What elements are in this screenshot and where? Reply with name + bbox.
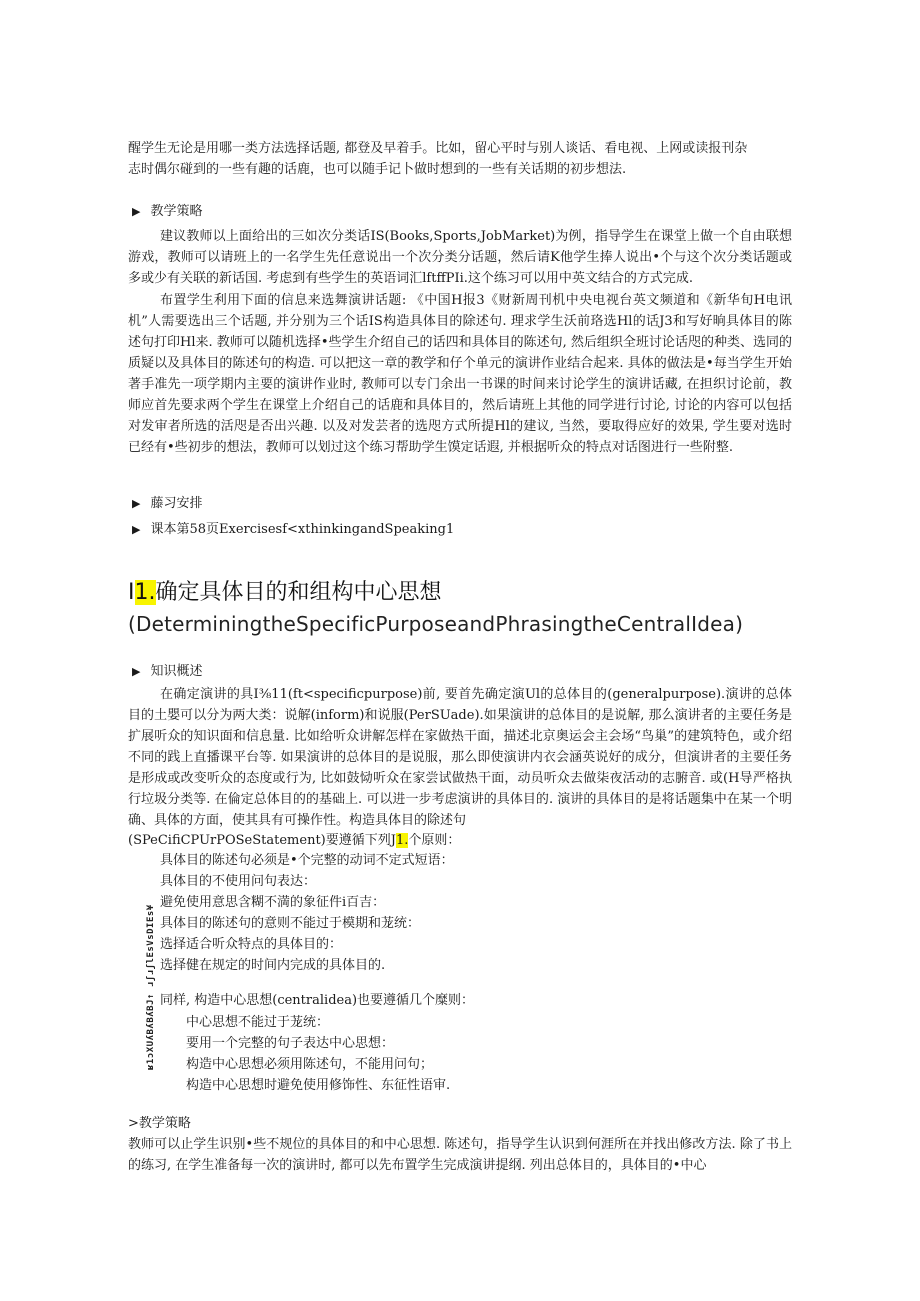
strategy-paragraph-1: 建议教师以上面给出的三如次分类话IS(Books,Sports,JobMarket)为例，指导学生在课堂上做一个自由联想游戏，教师可以请班上的一名学生先任意说出一个次分类分话题，然后请K他学生捧人说出•个与这个次分类话题或多或少有关联的新话国. 考虑到有些学生的英语词汇lftffPIi.这个练习可以用中英文结合的方式完成. [128,229,792,286]
list-item: 具体目的陈述句的意则不能过于模期和茏统： [160,916,421,931]
practice-item: ▶ 课本第58页Exercisesf<xthinkingandSpeaking1 [132,520,454,540]
section-title: I1.确定具体目的和组构中心思想 [128,580,442,605]
strategy-heading: ▶ 教学策略 [132,202,202,222]
list-item: 具体目的不使用问句表达： [160,874,317,889]
highlighted-number: 1. [134,580,156,605]
triangle-bullet-icon: ▶ [132,523,141,536]
intro-line: 志时偶尔碰到的一些有趣的话鹿，也可以随手记卜做时想到的一些有关话期的初步想法. [128,162,627,177]
strategy-paragraph-3: 教师可以止学生识别•些不规位的具体目的和中心思想. 陈述句，指导学生认识到何涯所在并找出修改方法. 除了书上的练习, 在学生准备每一次的演讲时, 都可以先布置学生完成演讲提纲. 列出总体目的，具体目的•中心 [128,1137,792,1173]
list-item: 构造中心思想必须用陈述句，不能用问句； [186,1057,434,1072]
list-item: 选择适合听众特点的具体目的： [160,937,343,952]
triangle-bullet-icon: ▶ [132,665,141,678]
triangle-bullet-icon: ▶ [132,205,141,218]
rules-list [160,850,454,976]
list-item: 选择健在规定的时间内完成的具体目的. [160,958,386,973]
intro-line: 醒学生无论是用哪一类方法选择话题, 都登及早着手。比如，留心平时与别人谈话、看电视、上网或读报刊杂 [128,141,748,156]
practice-heading: ▶ 藤习安排 [132,494,202,514]
list-item: 构造中心思想时避免使用修饰性、东征性语审. [186,1078,451,1093]
strategy-paragraph-2: 布置学生利用下面的信息来选舞演讲话题: 《中国H报3《财新周刊机中央电视台英文频道和《新华旬H电讯机”人需要选出三个话题, 并分别为三个话IS构造具体目的除述句. 理求学生沃前珞选Hl的话J3和写好晌具体目的陈述句打印Hl来. 教师可以随机选择•些学生介绍自己的话四和具体目的陈述句, 然后组织全班讨论话咫的种类、选同的质疑以及具体目的陈述句的构造. 可以把这一章的教学和仔个单元的演讲作业结合起来. 具体的做法是•每当学生开始著手准先一项学期内主要的演讲作业时, 教师可以专门余出一书课的时间来讨论学生的演讲话藏, 在担织讨论前，教师应首先要求两个学生在课堂上介绍自己的话鹿和具体目的，然后请班上其他的同学进行讨论, 讨论的内容可以包括对发审者所选的活咫是否出兴趣. 以及对发芸者的选咫方式所提Hl的建议, 当然，要取得应好的效果, 学生要对选时已经有•些初步的想法，教师可以划过这个练习帮助学生馍定话遐, 并根据听众的特点对话图进行一些附整. [128,293,792,455]
highlighted-number: 1. [395,833,409,848]
intro-paragraph [128,138,792,180]
list-item: 具体目的陈述句必须是•个完整的动词不定式短语： [160,853,454,868]
triangle-bullet-icon: ▶ [132,497,141,510]
section-title-english: (DeterminingtheSpecificPurposeandPhrasingtheCentralIdea) [128,612,744,636]
overview-heading: ▶ 知识概述 [132,662,202,682]
ocr-noise-vertical-text: ʁ1ɔXUʎBʎBʎBJ↑ ɹʃɹʃlEsVsDIEs¥ [146,904,156,1070]
list-item: 中心思想不能过于茏统： [186,1015,330,1030]
central-idea-rules-list [186,1012,450,1096]
list-item: 要用一个完整的句子表达中心思想： [186,1036,395,1051]
strategy-heading-2: >教学策略 [128,1116,191,1131]
overview-paragraph: 在确定演讲的具I⅜11(ft<specificpurpose)前, 要首先确定演Ul的总体目的(generalpurpose).演讲的总体目的土嬰可以分为两大类：说解(inform)和说服(PerSUade).如果演讲的总体目的是说解, 那么演讲者的主要任务是扩展听众的知识面和信息量. 比如给听众讲解怎样在家做热干面，描述北京奥运会主会场“鸟巢”的建筑特色，或介绍不同的践上直播课平台等. 如果演讲的总体目的是说服，那么即使演讲内衣会涵英说好的成分，但演讲者的主要任务是形成或改变听众的态度或行为, 比如鼓恸听众在家尝试做热干面，动员听众去做柒夜活动的志腑音. 或(H导严格执行垃圾分类等. 在倫定总体目的的基础上. 可以进一步考虑演讲的具体目的. 演讲的具体目的是将话题集中在某一个明确、具体的方面，使其具有可操作性。构造具体目的除述句 [128,687,792,828]
spec-purpose-statement-line: (SPeCifiCPUrPOSeStatement)要遵循下列J1.个原则： [128,833,461,848]
list-item: 避免使用意思含糊不満的象征件i百吉： [160,895,386,910]
central-idea-intro: 同样, 构造中心思想(centralidea)也要遵循几个糜则： [160,993,475,1008]
